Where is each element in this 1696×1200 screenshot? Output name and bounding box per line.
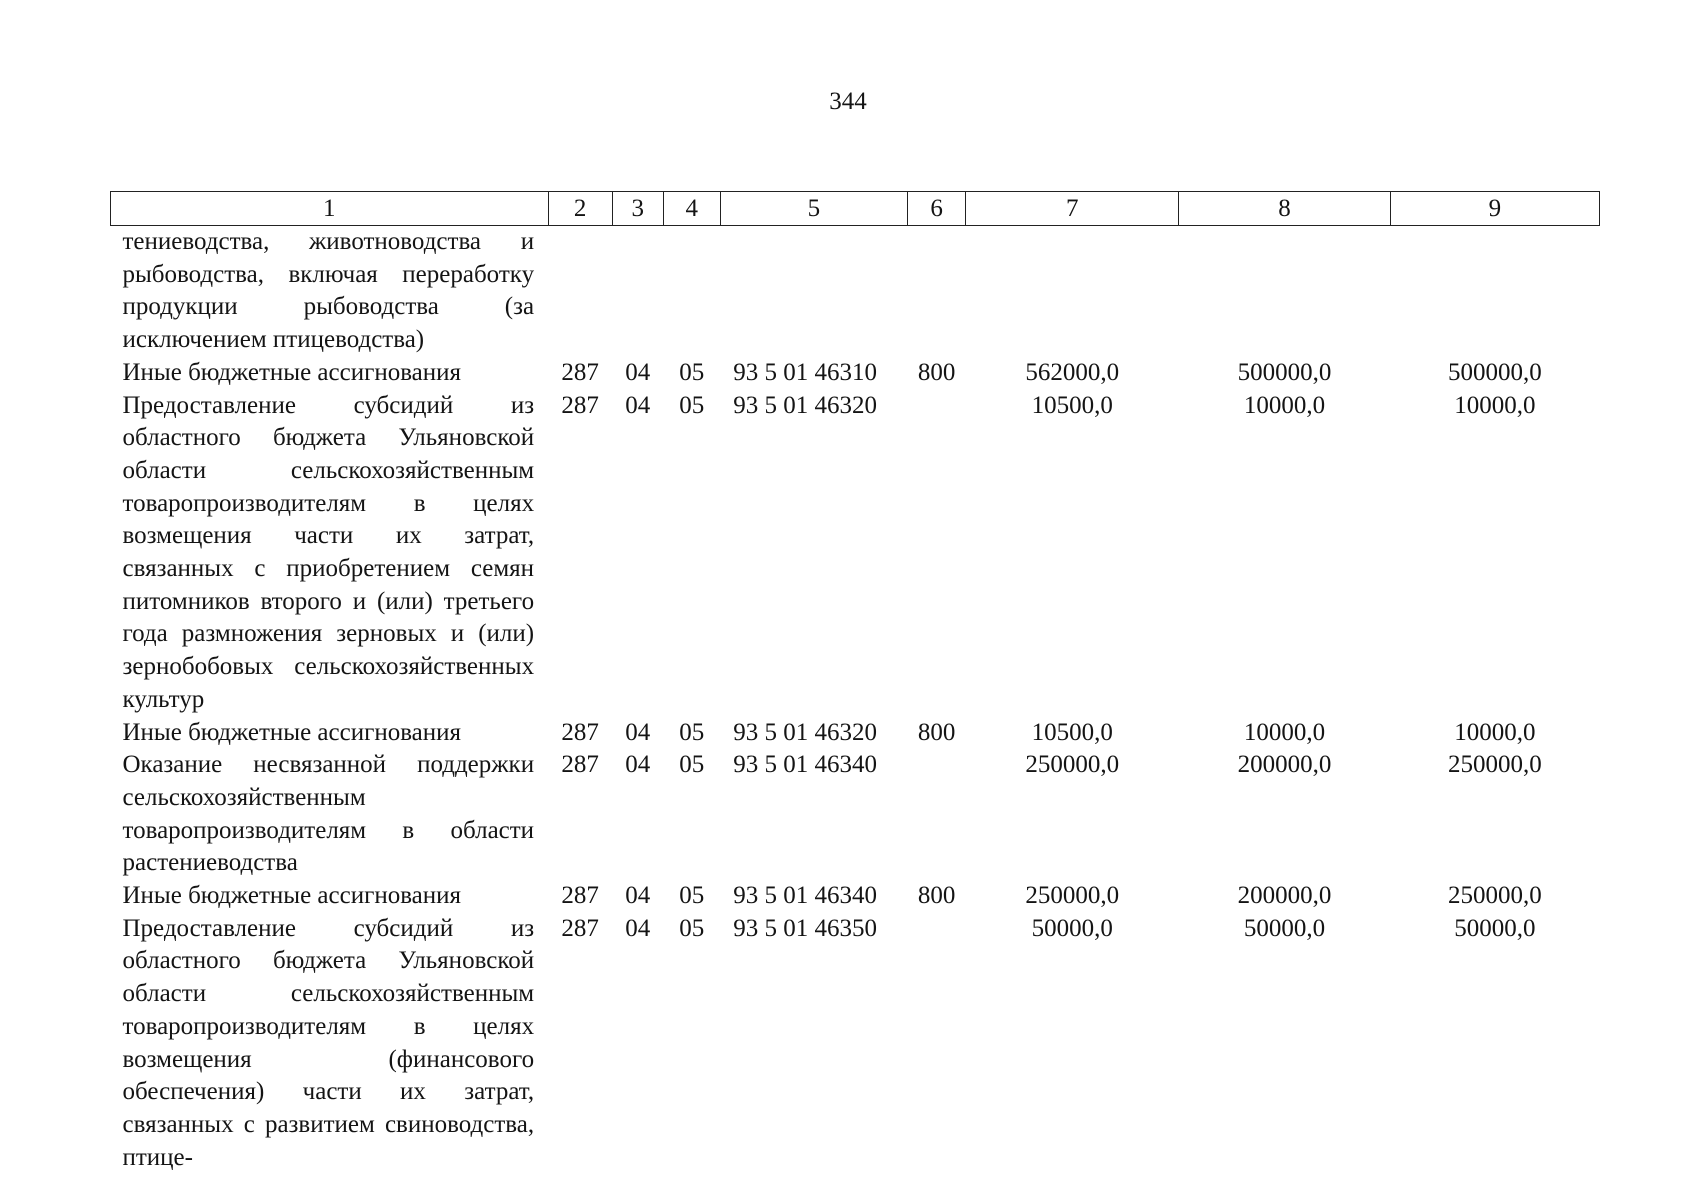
row-code-5	[720, 226, 907, 357]
header-col-7: 7	[966, 192, 1179, 226]
row-code-4	[663, 226, 720, 357]
table-row	[111, 749, 1600, 880]
row-code-5: 93 5 01 46340	[733, 882, 878, 910]
row-code-2: 287	[561, 391, 599, 419]
header-col-1: 1	[111, 192, 549, 226]
row-code-6: 800	[917, 882, 956, 910]
row-amount-9: 10000,0	[1454, 391, 1536, 419]
row-amount-8: 200000,0	[1237, 882, 1332, 910]
row-code-5: 93 5 01 46320	[733, 718, 878, 746]
table-row	[111, 717, 1600, 750]
row-code-2: 287	[561, 718, 599, 746]
row-code-2	[548, 226, 612, 357]
row-description: Иные бюджетные ассигнования	[122, 358, 462, 386]
row-amount-7: 250000,0	[1025, 882, 1120, 910]
row-code-3: 04	[625, 718, 651, 746]
row-code-4: 05	[679, 391, 705, 419]
row-code-2: 287	[561, 358, 599, 386]
row-code-6	[908, 749, 966, 880]
row-amount-7: 562000,0	[1025, 358, 1120, 386]
row-amount-8	[1179, 226, 1390, 357]
header-col-6: 6	[908, 192, 966, 226]
header-col-8: 8	[1179, 192, 1390, 226]
row-amount-8: 500000,0	[1237, 358, 1332, 386]
row-code-3: 04	[625, 391, 651, 419]
table-row	[111, 880, 1600, 913]
row-code-6: 800	[917, 718, 956, 746]
row-code-4: 05	[679, 751, 705, 779]
row-description: Предоставление субсидий из областного бюджета Ульяновской области сельскохозяйственным товаропроизводителям в целях возмещения части их затрат, связанных с приобретением семян питомников второго и (или) третьего года размножения зерновых и (или) зернобобовых сельскохозяйственных культур	[122, 391, 535, 713]
row-amount-9: 50000,0	[1454, 914, 1536, 942]
row-code-5: 93 5 01 46320	[733, 391, 878, 419]
row-code-6: 800	[917, 358, 956, 386]
row-code-5: 93 5 01 46350	[733, 914, 878, 942]
table-row	[111, 913, 1600, 1175]
row-code-6	[908, 226, 966, 357]
row-amount-9	[1390, 226, 1599, 357]
row-amount-7: 10500,0	[1031, 718, 1113, 746]
row-code-2: 287	[561, 882, 599, 910]
row-amount-8: 10000,0	[1243, 391, 1326, 419]
page-number: 344	[829, 88, 867, 115]
row-description: Оказание несвязанной поддержки сельскохозяйственным товаропроизводителям в области растениеводства	[122, 751, 535, 877]
row-description: Иные бюджетные ассигнования	[122, 718, 462, 746]
row-amount-8: 10000,0	[1243, 718, 1326, 746]
row-description: Предоставление субсидий из областного бюджета Ульяновской области сельскохозяйственным товаропроизводителям в целях возмещения (финансового обеспечения) части их затрат, связанных с развитием свиноводства, птице-	[122, 914, 535, 1171]
row-amount-8: 200000,0	[1237, 751, 1332, 779]
row-code-4: 05	[679, 914, 705, 942]
header-col-9: 9	[1390, 192, 1599, 226]
row-code-3	[612, 226, 663, 357]
row-code-6	[908, 390, 966, 717]
header-col-2: 2	[548, 192, 612, 226]
row-description: Иные бюджетные ассигнования	[122, 882, 462, 910]
row-code-2: 287	[561, 751, 599, 779]
row-amount-9: 500000,0	[1447, 358, 1542, 386]
row-code-2: 287	[561, 914, 599, 942]
row-amount-9: 250000,0	[1447, 751, 1542, 779]
budget-table	[110, 191, 1600, 1174]
row-amount-7	[966, 226, 1179, 357]
row-amount-8: 50000,0	[1243, 914, 1326, 942]
row-amount-9: 250000,0	[1447, 882, 1542, 910]
row-code-4: 05	[679, 718, 705, 746]
row-code-3: 04	[625, 914, 651, 942]
table-row	[111, 390, 1600, 717]
row-code-3: 04	[625, 358, 651, 386]
header-col-4: 4	[663, 192, 720, 226]
row-amount-7: 250000,0	[1025, 751, 1120, 779]
header-col-3: 3	[612, 192, 663, 226]
row-code-3: 04	[625, 751, 651, 779]
row-code-5: 93 5 01 46340	[733, 751, 878, 779]
row-code-4: 05	[679, 882, 705, 910]
row-description: тениеводства, животноводства и рыбоводства, включая переработку продукции рыбоводства (за исключением птицеводства)	[122, 228, 535, 354]
row-amount-7: 10500,0	[1031, 391, 1113, 419]
header-col-5: 5	[720, 192, 907, 226]
row-amount-9: 10000,0	[1454, 718, 1536, 746]
table-row	[111, 226, 1600, 357]
row-code-4: 05	[679, 358, 705, 386]
header-row	[111, 192, 1600, 226]
row-amount-7: 50000,0	[1031, 914, 1113, 942]
row-code-5: 93 5 01 46310	[733, 358, 878, 386]
table-row	[111, 357, 1600, 390]
row-code-3: 04	[625, 882, 651, 910]
row-code-6	[908, 913, 966, 1175]
